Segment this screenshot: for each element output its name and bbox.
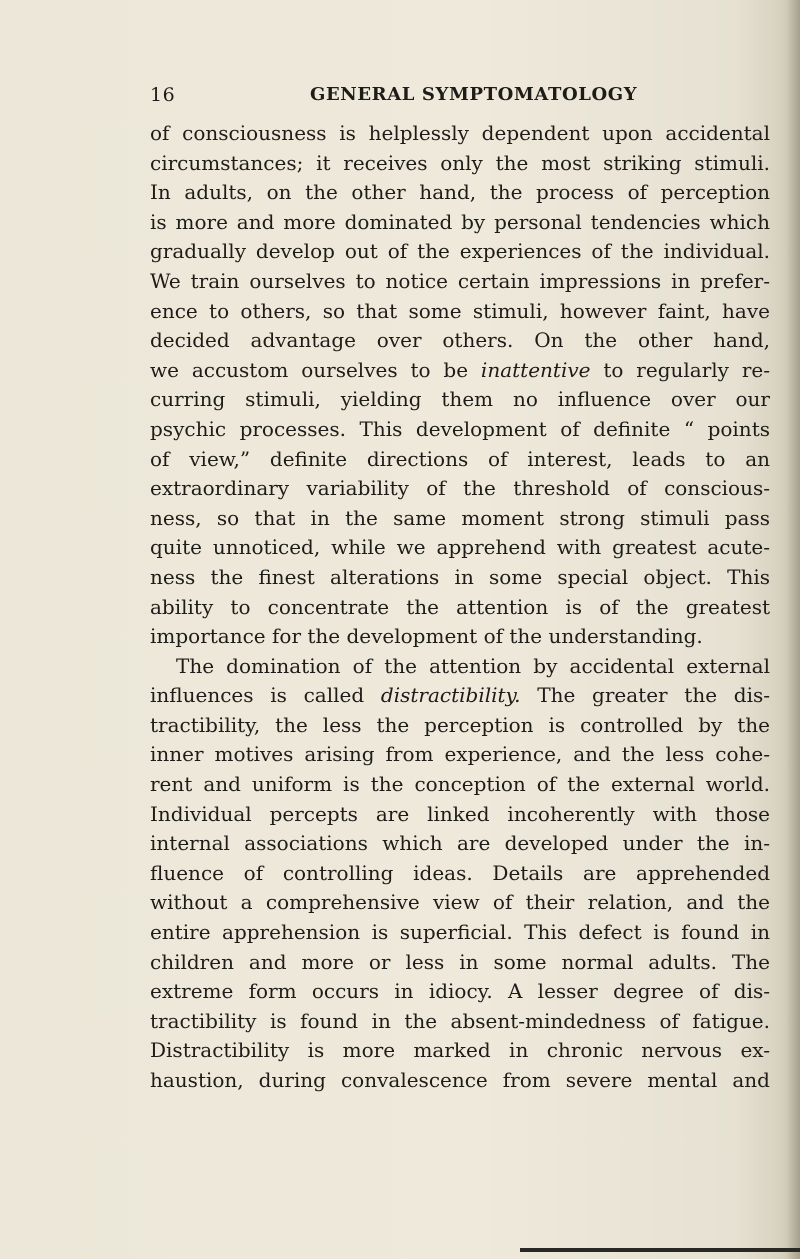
text-line: Distractibility is more marked in chronic nervous ex- — [150, 1038, 770, 1063]
text-line: We train ourselves to notice certain impressions in prefer- — [150, 268, 770, 293]
binding-shadow — [786, 0, 800, 1259]
bottom-rule — [520, 1248, 800, 1252]
text-line: ence to others, so that some stimuli, however faint, have — [150, 298, 770, 323]
text-line: extreme form occurs in idiocy. A lesser degree of dis- — [150, 979, 770, 1004]
text-line — [150, 681, 770, 711]
running-title: GENERAL SYMPTOMATOLOGY — [310, 84, 638, 105]
body-text — [150, 119, 770, 1096]
text-line: fluence of controlling ideas. Details are apprehended — [150, 860, 770, 885]
text-line: children and more or less in some normal adults. The — [150, 949, 770, 974]
text-line: rent and uniform is the conception of the external world. — [150, 772, 770, 797]
running-head — [150, 84, 770, 110]
text-line: of view,” definite directions of interest, leads to an — [150, 446, 770, 471]
text-line: gradually develop out of the experiences of the individual. — [150, 239, 770, 264]
text-line: circumstances; it receives only the most striking stimuli. — [150, 150, 770, 175]
line-segment: The greater the dis- — [520, 683, 770, 708]
text-line: importance for the development of the understanding. — [150, 624, 703, 649]
text-line: tractibility is found in the absent-mindedness of fatigue. — [150, 1008, 770, 1033]
italic-term: inattentive — [480, 357, 591, 382]
text-line: decided advantage over others. On the other hand, — [150, 328, 770, 353]
text-line: of consciousness is helplessly dependent upon accidental — [150, 121, 770, 145]
line-segment: we accustom ourselves to be — [150, 357, 481, 382]
text-line: ness the finest alterations in some special object. This — [150, 564, 770, 589]
text-line: inner motives arising from experience, and the less cohe- — [150, 742, 770, 767]
text-line: haustion, during convalescence from severe mental and — [150, 1068, 770, 1092]
text-line: ability to concentrate the attention is of the greatest — [150, 594, 770, 619]
text-line-paragraph-start: The domination of the attention by accidental external — [176, 653, 770, 678]
text-line: extraordinary variability of the threshold of conscious- — [150, 476, 770, 501]
text-line: is more and more dominated by personal tendencies which — [150, 209, 770, 234]
text-line: quite unnoticed, while we apprehend with greatest acute- — [150, 535, 770, 560]
italic-term: distractibility. — [380, 683, 521, 708]
text-line — [150, 356, 770, 386]
text-line: entire apprehension is superficial. This defect is found in — [150, 920, 770, 945]
line-segment: to regularly re- — [590, 357, 770, 382]
text-line: psychic processes. This development of definite “ points — [150, 416, 770, 441]
text-line: curring stimuli, yielding them no influence over our — [150, 387, 770, 412]
text-line: Individual percepts are linked incoherently with those — [150, 801, 770, 826]
text-line: internal associations which are developed under the in- — [150, 831, 770, 856]
text-line: without a comprehensive view of their relation, and the — [150, 890, 770, 915]
text-line: tractibility, the less the perception is controlled by the — [150, 712, 770, 737]
page-number: 16 — [150, 84, 176, 106]
text-line: In adults, on the other hand, the process of perception — [150, 180, 770, 205]
line-segment: influences is called — [150, 683, 381, 708]
text-line: ness, so that in the same moment strong stimuli pass — [150, 505, 770, 530]
